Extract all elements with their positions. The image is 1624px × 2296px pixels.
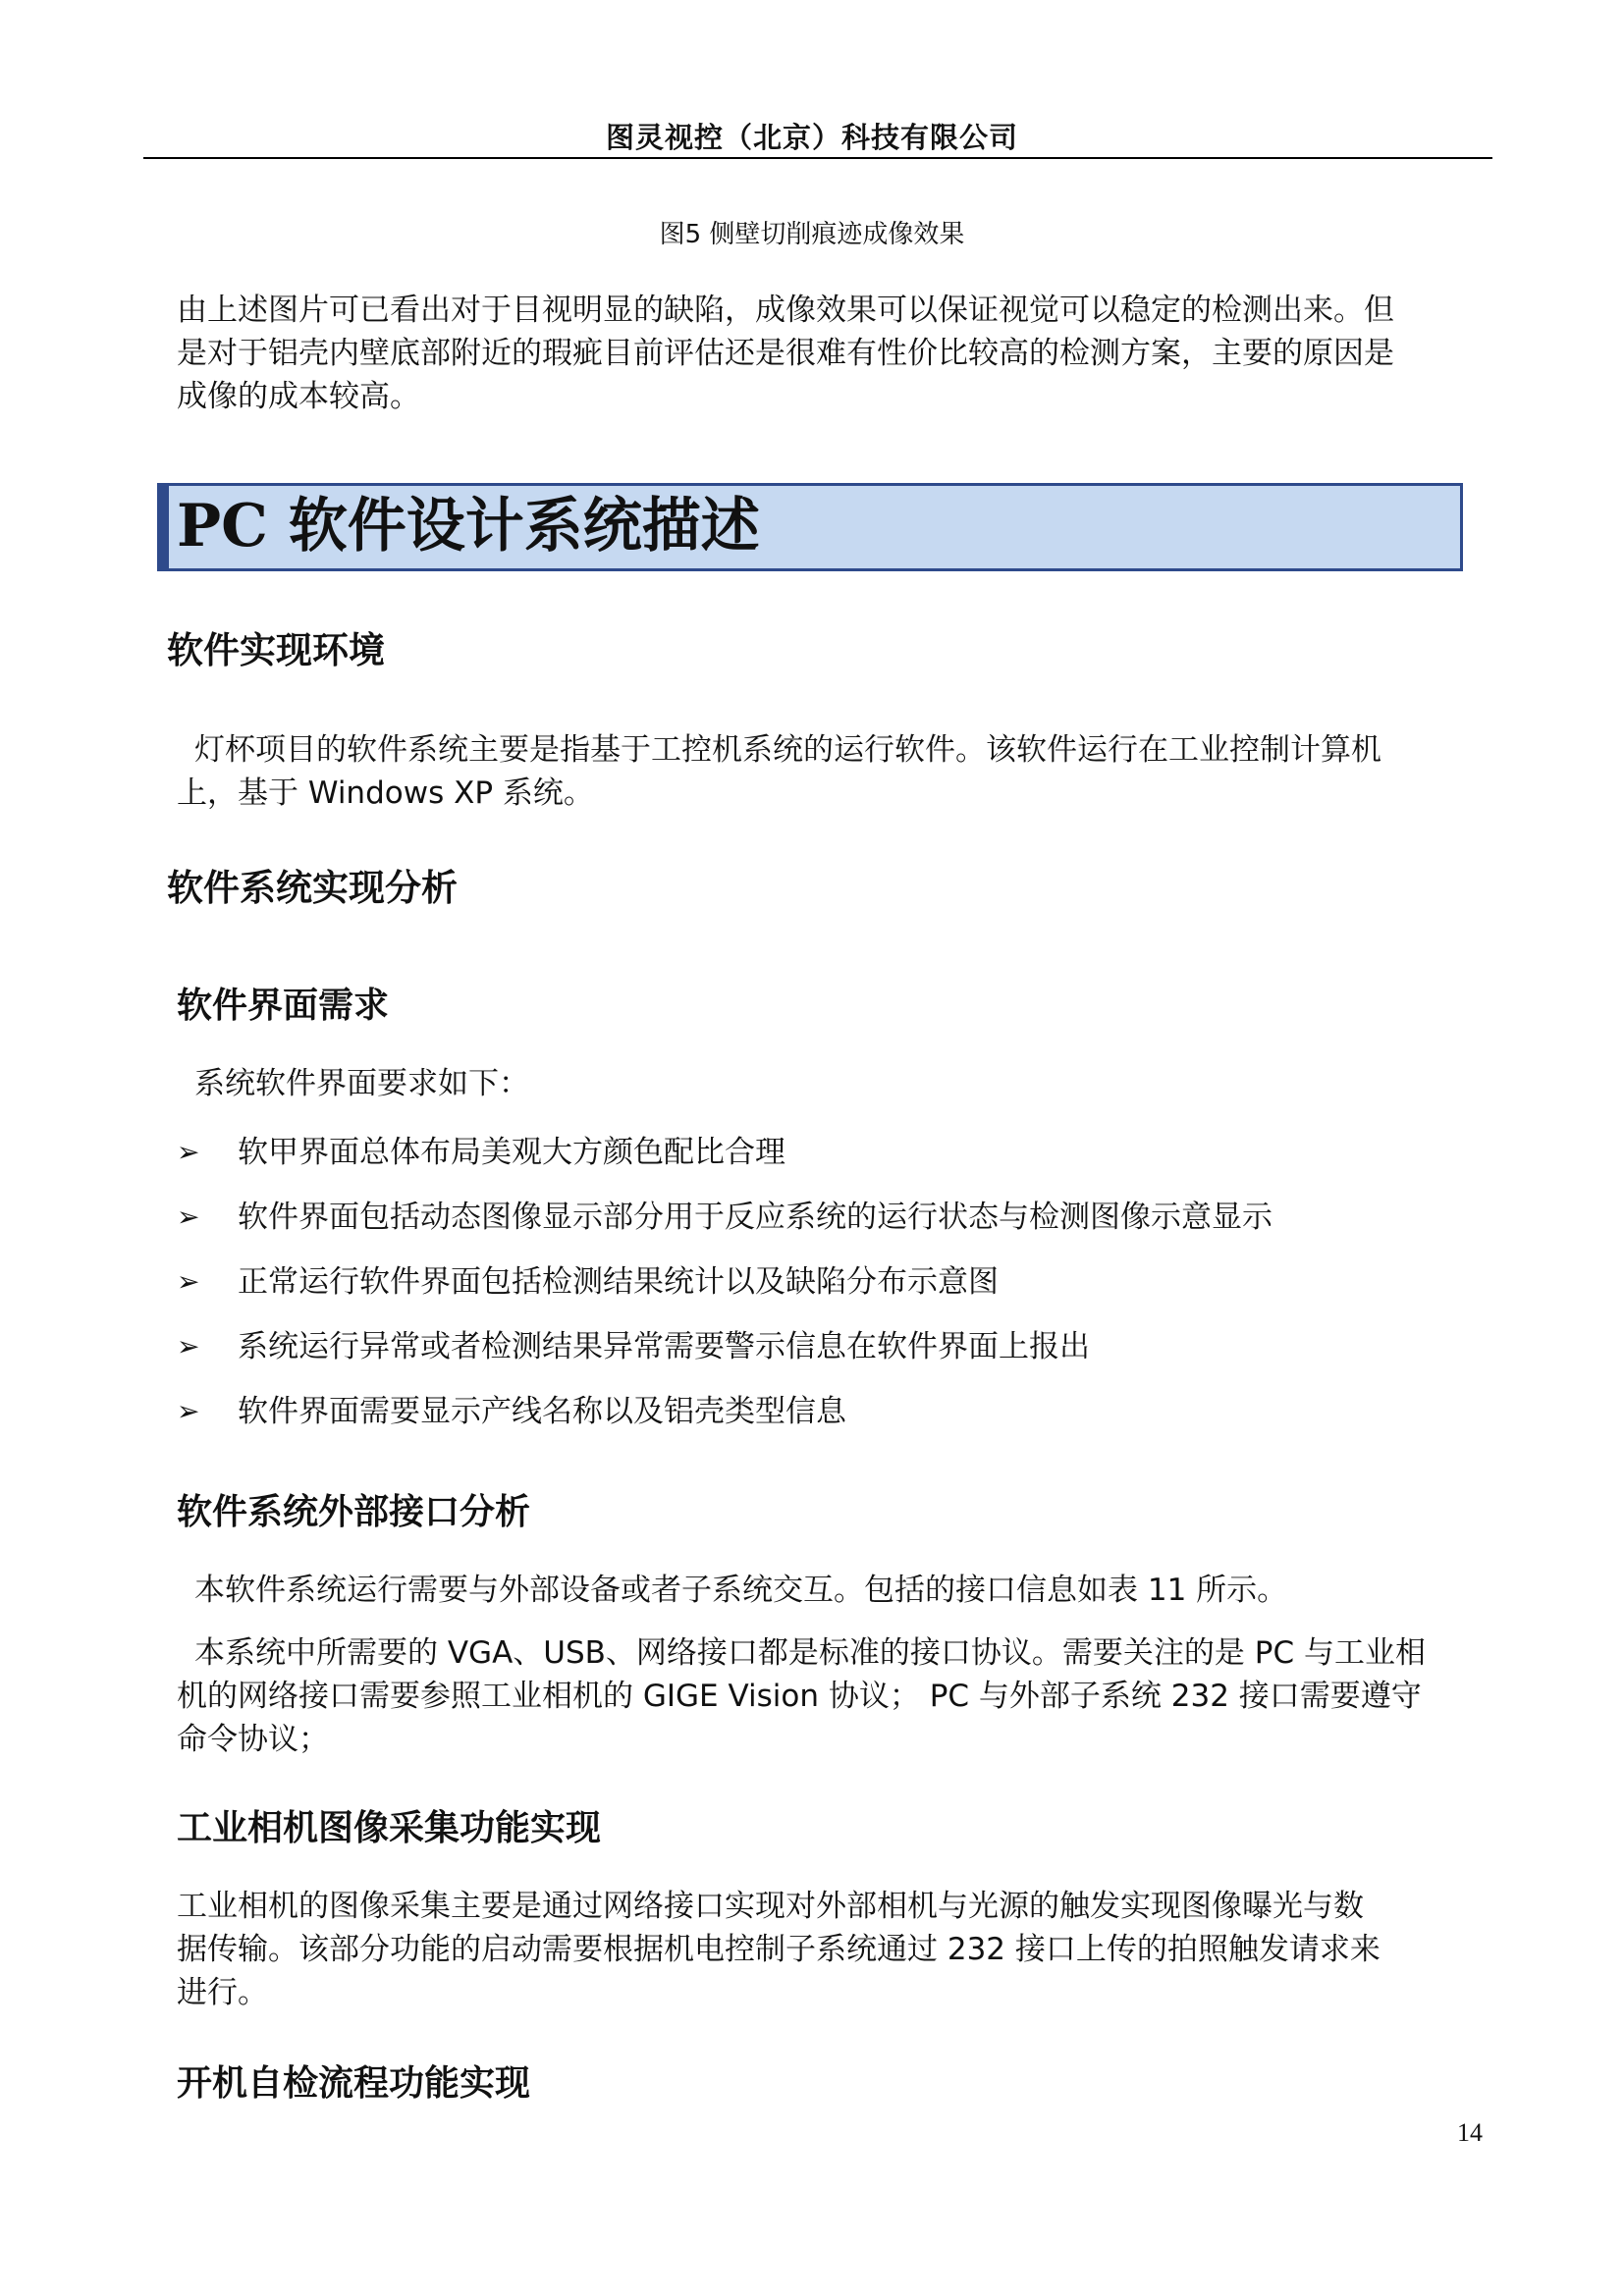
camera-paragraph-line: 据传输。该部分功能的启动需要根据机电控制子系统通过 232 接口上传的拍照触发请求来 (177, 1932, 1380, 1967)
list-item-text: 软件界面包括动态图像显示部分用于反应系统的运行状态与检测图像示意显示 (238, 1200, 1272, 1235)
list-item-text: 软件界面需要显示产线名称以及铝壳类型信息 (238, 1394, 846, 1429)
header-company-name: 图灵视控（北京）科技有限公司 (605, 121, 1018, 154)
interface-paragraph-2-line: 本系统中所需要的 VGA、USB、网络接口都是标准的接口协议。需要关注的是 PC 与工业相 (194, 1635, 1426, 1671)
intro-paragraph-line: 是对于铝壳内壁底部附近的瑕疵目前评估还是很难有性价比较高的检测方案，主要的原因是 (177, 336, 1394, 371)
interface-paragraph-1: 本软件系统运行需要与外部设备或者子系统交互。包括的接口信息如表 11 所示。 (194, 1573, 1288, 1608)
intro-paragraph-line: 由上述图片可已看出对于目视明显的缺陷，成像效果可以保证视觉可以稳定的检测出来。但 (177, 293, 1394, 328)
chapter-title: PC 软件设计系统描述 (177, 492, 760, 561)
page-number: 14 (1457, 2118, 1483, 2147)
intro-paragraph-line: 成像的成本较高。 (177, 379, 420, 414)
camera-paragraph-line: 进行。 (177, 1975, 268, 2010)
camera-paragraph-line: 工业相机的图像采集主要是通过网络接口实现对外部相机与光源的触发实现图像曝光与数 (177, 1889, 1364, 1924)
list-item-text: 软甲界面总体布局美观大方颜色配比合理 (238, 1135, 785, 1170)
list-item-text: 正常运行软件界面包括检测结果统计以及缺陷分布示意图 (238, 1264, 999, 1300)
env-paragraph-line: 上，基于 Windows XP 系统。 (177, 775, 594, 811)
section-heading-analysis: 软件系统实现分析 (167, 867, 458, 909)
ui-intro-text: 系统软件界面要求如下： (194, 1066, 529, 1101)
arrow-bullet-icon: ➢ (177, 1330, 200, 1362)
subsection-heading-selfcheck: 开机自检流程功能实现 (177, 2063, 531, 2104)
figure-caption: 图5 侧壁切削痕迹成像效果 (659, 220, 965, 249)
list-item (177, 1260, 999, 1304)
env-paragraph-line: 灯杯项目的软件系统主要是指基于工控机系统的运行软件。该软件运行在工业控制计算机 (194, 732, 1381, 768)
section-heading-env: 软件实现环境 (167, 629, 385, 671)
subsection-heading-interface: 软件系统外部接口分析 (177, 1492, 531, 1532)
list-item (177, 1325, 1090, 1368)
interface-paragraph-2-line: 机的网络接口需要参照工业相机的 GIGE Vision 协议； PC 与外部子系统 232 接口需要遵守 (177, 1679, 1422, 1714)
list-item (177, 1390, 846, 1433)
list-item (177, 1196, 1272, 1239)
subsection-heading-ui: 软件界面需求 (177, 986, 390, 1026)
arrow-bullet-icon: ➢ (177, 1201, 200, 1233)
arrow-bullet-icon: ➢ (177, 1136, 200, 1168)
header-divider (143, 157, 1492, 159)
arrow-bullet-icon: ➢ (177, 1395, 200, 1427)
interface-paragraph-2-line: 命令协议； (177, 1722, 329, 1757)
arrow-bullet-icon: ➢ (177, 1265, 200, 1298)
subsection-heading-camera: 工业相机图像采集功能实现 (177, 1808, 602, 1848)
list-item-text: 系统运行异常或者检测结果异常需要警示信息在软件界面上报出 (238, 1329, 1090, 1364)
list-item (177, 1131, 785, 1174)
